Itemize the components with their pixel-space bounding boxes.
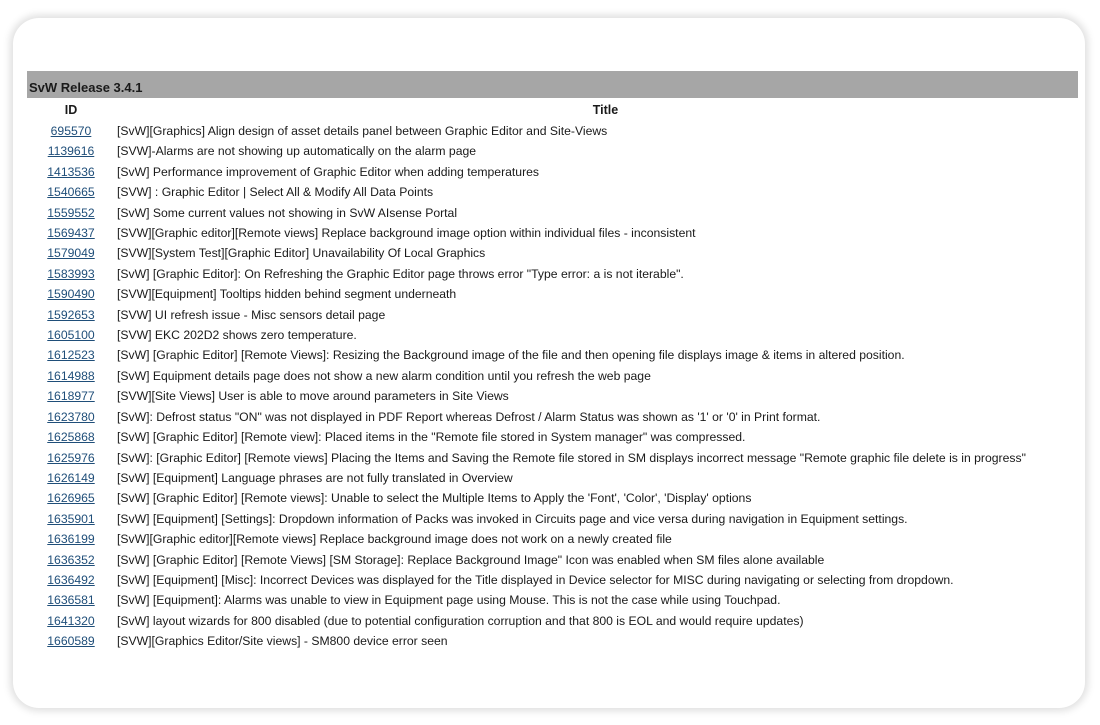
item-title: [SvW] [Graphic Editor] [Remote views]: Unable to select the Multiple Items to Apply the 'Font', 'Color', 'Display' options (117, 491, 752, 506)
table-row (27, 162, 1085, 182)
table-row (27, 386, 1085, 406)
item-id-link[interactable]: 1618977 (47, 389, 95, 404)
table-row (27, 488, 1085, 508)
table-row (27, 407, 1085, 427)
table-row (27, 631, 1085, 651)
item-title: [SVW][Equipment] Tooltips hidden behind segment underneath (117, 287, 457, 302)
item-id-link[interactable]: 1623780 (47, 409, 95, 424)
item-id-link[interactable]: 1635901 (47, 511, 95, 526)
table-row (27, 611, 1085, 631)
item-id-link[interactable]: 1636581 (47, 593, 95, 608)
table-row (27, 509, 1085, 529)
item-title: [SVW] EKC 202D2 shows zero temperature. (117, 328, 357, 343)
item-id-link[interactable]: 1605100 (47, 328, 95, 343)
table-row (27, 223, 1085, 243)
table-row (27, 305, 1085, 325)
release-notes-card (13, 18, 1085, 708)
item-title: [SvW]: Defrost status "ON" was not displayed in PDF Report whereas Defrost / Alarm Status was shown as '1' or '0' in Print format. (117, 409, 821, 424)
item-title: [SvW] [Graphic Editor] [Remote Views]: Resizing the Background image of the file and then opening file displays image & items in altered position. (117, 348, 905, 363)
column-header-title: Title (592, 103, 619, 117)
item-title: [SvW] [Graphic Editor] [Remote Views] [SM Storage]: Replace Background Image" Icon was enabled when SM files alone available (117, 552, 825, 567)
section-header: SvW Release 3.4.1 (27, 71, 1078, 98)
table-row (27, 121, 1085, 141)
table-row (27, 325, 1085, 345)
item-title: [SvW] Equipment details page does not show a new alarm condition until you refresh the web page (117, 368, 651, 383)
table-row (27, 203, 1085, 223)
item-title: [SVW][Graphic editor][Remote views] Replace background image option within individual files - inconsistent (117, 226, 696, 241)
item-id-link[interactable]: 1636199 (47, 532, 95, 547)
item-title: [SvW] layout wizards for 800 disabled (due to potential configuration corruption and that 800 is EOL and would require updates) (117, 613, 804, 628)
column-header-id: ID (64, 103, 78, 117)
table-row (27, 529, 1085, 549)
item-title: [SvW] [Graphic Editor] [Remote view]: Placed items in the "Remote file stored in System manager" was compressed. (117, 430, 746, 445)
item-title: [SVW][System Test][Graphic Editor] Unavailability Of Local Graphics (117, 246, 486, 261)
items-table (27, 121, 1085, 652)
item-id-link[interactable]: 1641320 (47, 613, 95, 628)
table-row (27, 570, 1085, 590)
item-title: [SvW]: [Graphic Editor] [Remote views] Placing the Items and Saving the Remote file stored in SM displays incorrect message "Remote graphic file delete is in progress" (117, 450, 1026, 465)
table-row (27, 448, 1085, 468)
table-row (27, 590, 1085, 610)
item-id-link[interactable]: 1579049 (47, 246, 95, 261)
item-title: [SvW][Graphics] Align design of asset details panel between Graphic Editor and Site-Views (117, 124, 608, 138)
item-title: [SVW][Site Views] User is able to move around parameters in Site Views (117, 389, 509, 404)
item-id-link[interactable]: 1626965 (47, 491, 95, 506)
item-title: [SvW] [Graphic Editor]: On Refreshing the Graphic Editor page throws error "Type error: a is not iterable". (117, 266, 684, 281)
item-title: [SvW] [Equipment] Language phrases are not fully translated in Overview (117, 470, 513, 485)
item-title: [SVW] : Graphic Editor | Select All & Modify All Data Points (117, 185, 434, 200)
item-title: [SVW] UI refresh issue - Misc sensors detail page (117, 307, 386, 322)
item-title: [SVW][Graphics Editor/Site views] - SM800 device error seen (117, 634, 448, 649)
item-title: [SvW] Some current values not showing in SvW AIsense Portal (117, 205, 458, 220)
item-id-link[interactable]: 695570 (50, 124, 92, 138)
table-row (27, 366, 1085, 386)
table-row (27, 264, 1085, 284)
item-title: [SVW]-Alarms are not showing up automatically on the alarm page (117, 144, 477, 159)
item-id-link[interactable]: 1660589 (47, 634, 95, 649)
item-id-link[interactable]: 1559552 (47, 205, 95, 220)
table-row (27, 468, 1085, 488)
item-id-link[interactable]: 1612523 (47, 348, 95, 363)
table-row (27, 141, 1085, 161)
item-title: [SvW] Performance improvement of Graphic Editor when adding temperatures (117, 164, 540, 179)
table-row (27, 427, 1085, 447)
item-title: [SvW] [Equipment]: Alarms was unable to view in Equipment page using Mouse. This is not the case while using Touchpad. (117, 593, 781, 608)
item-id-link[interactable]: 1569437 (47, 226, 95, 241)
table-row (27, 243, 1085, 263)
item-id-link[interactable]: 1625868 (47, 430, 95, 445)
item-id-link[interactable]: 1592653 (47, 307, 95, 322)
table-row (27, 550, 1085, 570)
item-id-link[interactable]: 1413536 (47, 164, 95, 179)
item-title: [SvW] [Equipment] [Settings]: Dropdown information of Packs was invoked in Circuits page and vice versa during navigation in Equipment settings. (117, 511, 908, 526)
table-row (27, 284, 1085, 304)
item-id-link[interactable]: 1636352 (47, 552, 95, 567)
item-id-link[interactable]: 1590490 (47, 287, 95, 302)
item-id-link[interactable]: 1625976 (47, 450, 95, 465)
item-id-link[interactable]: 1626149 (47, 470, 95, 485)
item-id-link[interactable]: 1636492 (47, 572, 95, 587)
item-id-link[interactable]: 1540665 (47, 185, 95, 200)
table-row (27, 182, 1085, 202)
item-title: [SvW] [Equipment] [Misc]: Incorrect Devices was displayed for the Title displayed in Device selector for MISC during navigating or selecting from dropdown. (117, 572, 954, 587)
item-id-link[interactable]: 1614988 (47, 368, 95, 383)
item-title: [SvW][Graphic editor][Remote views] Replace background image does not work on a newly created file (117, 532, 672, 547)
item-id-link[interactable]: 1139616 (47, 144, 95, 159)
table-row (27, 345, 1085, 365)
item-id-link[interactable]: 1583993 (47, 266, 95, 281)
